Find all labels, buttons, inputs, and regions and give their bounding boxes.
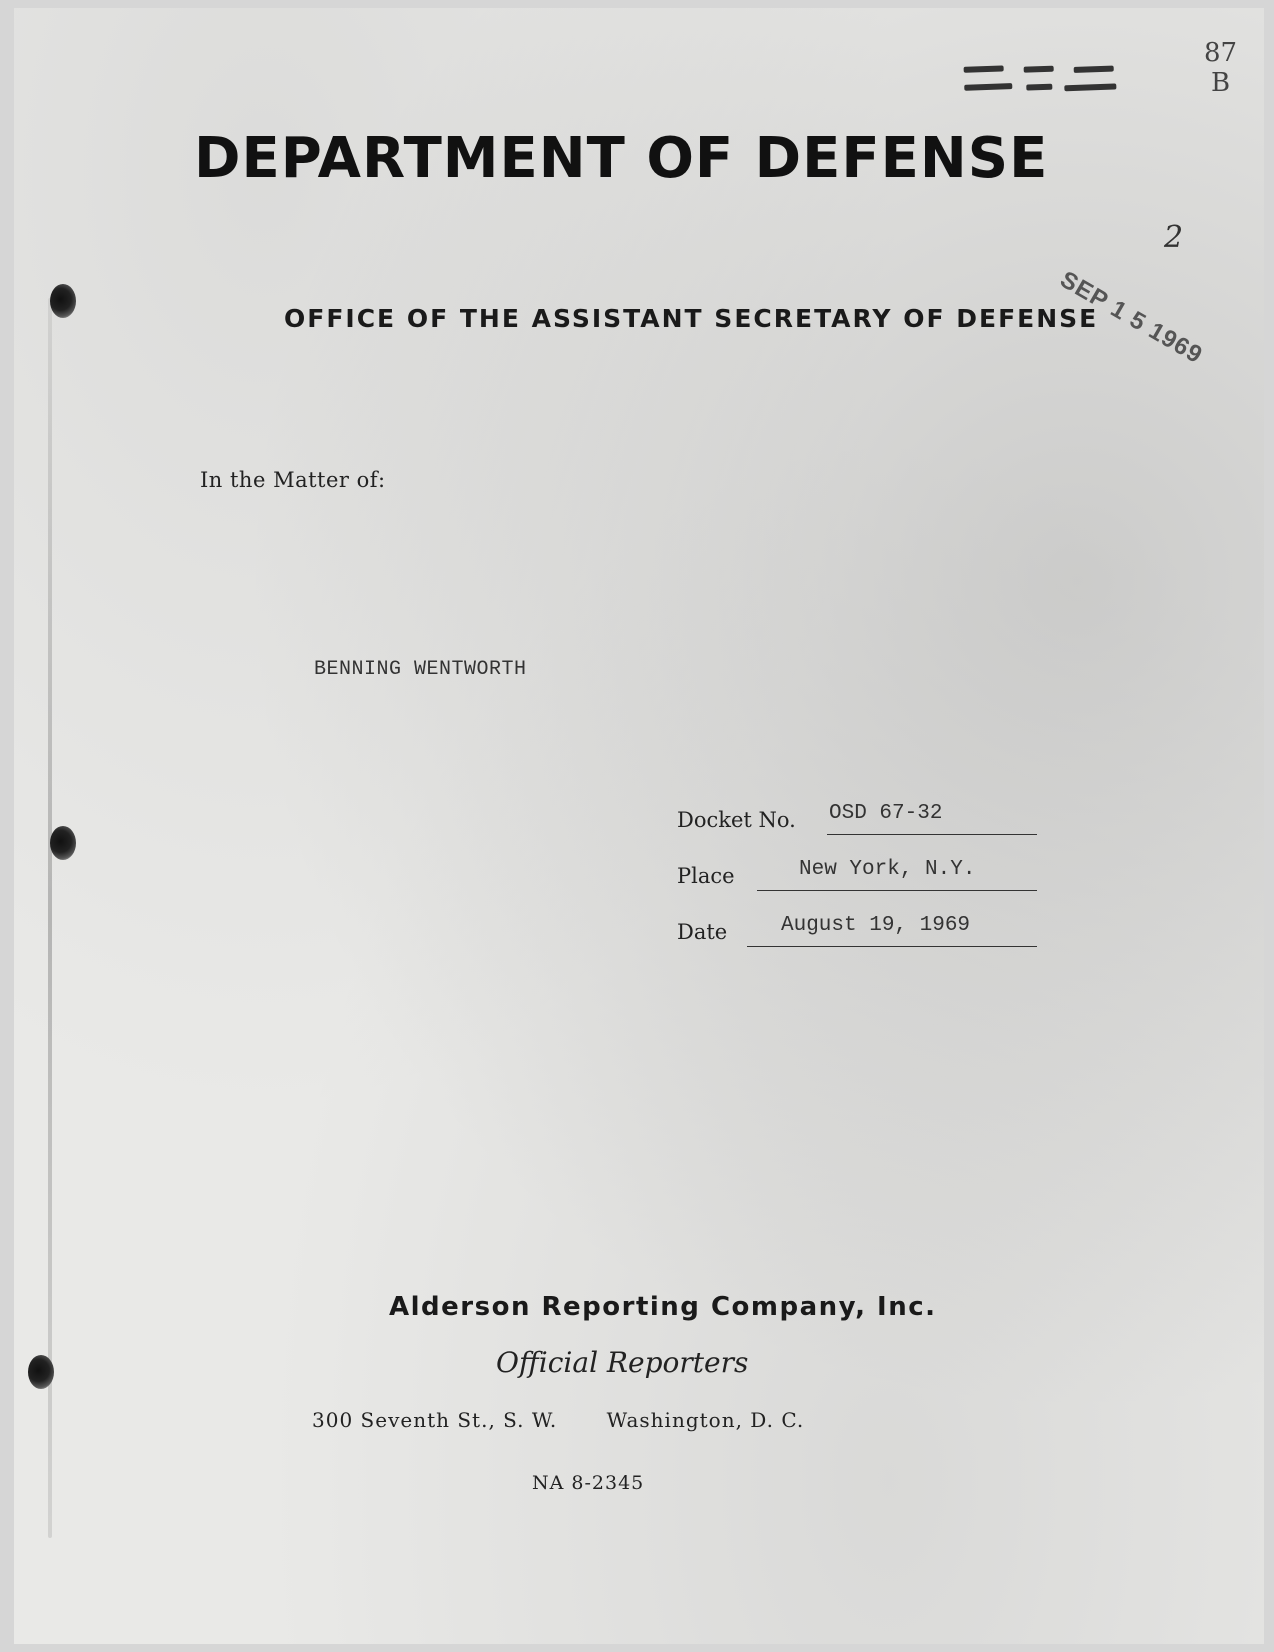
company-phone: NA 8-2345	[532, 1472, 645, 1494]
matter-name: BENNING WENTWORTH	[314, 658, 527, 681]
office-subtitle: OFFICE OF THE ASSISTANT SECRETARY OF DEFENSE	[284, 304, 1099, 333]
date-field	[677, 914, 971, 944]
docket-field	[677, 802, 943, 832]
place-underline	[757, 890, 1037, 891]
company-name: Alderson Reporting Company, Inc.	[389, 1292, 937, 1322]
smudged-stamp	[963, 57, 1124, 99]
punch-hole-bottom	[28, 1355, 54, 1389]
handwritten-mark: 2	[1164, 220, 1184, 255]
binding-string	[48, 298, 52, 1538]
date-value: August 19, 1969	[781, 914, 971, 937]
received-date-stamp: SEP 1 5 1969	[1055, 266, 1208, 370]
punch-hole-top	[50, 284, 76, 318]
document-page	[14, 8, 1264, 1644]
date-underline	[747, 946, 1037, 947]
address-street: 300 Seventh St., S. W.	[312, 1408, 558, 1432]
company-tagline: Official Reporters	[496, 1346, 749, 1379]
corner-note-letter: B	[1210, 68, 1231, 98]
place-label: Place	[677, 864, 735, 888]
docket-underline	[827, 834, 1037, 835]
place-field	[677, 858, 976, 888]
punch-hole-middle	[50, 826, 76, 860]
docket-label: Docket No.	[677, 808, 796, 832]
place-value: New York, N.Y.	[799, 858, 976, 881]
matter-label: In the Matter of:	[200, 468, 386, 492]
company-address	[312, 1408, 804, 1432]
address-city: Washington, D. C.	[606, 1408, 805, 1432]
page-title: DEPARTMENT OF DEFENSE	[194, 126, 1049, 191]
corner-note-number: 87	[1204, 38, 1238, 68]
corner-handwritten-note	[1204, 38, 1237, 98]
docket-value: OSD 67-32	[829, 802, 943, 825]
date-label: Date	[677, 920, 728, 944]
